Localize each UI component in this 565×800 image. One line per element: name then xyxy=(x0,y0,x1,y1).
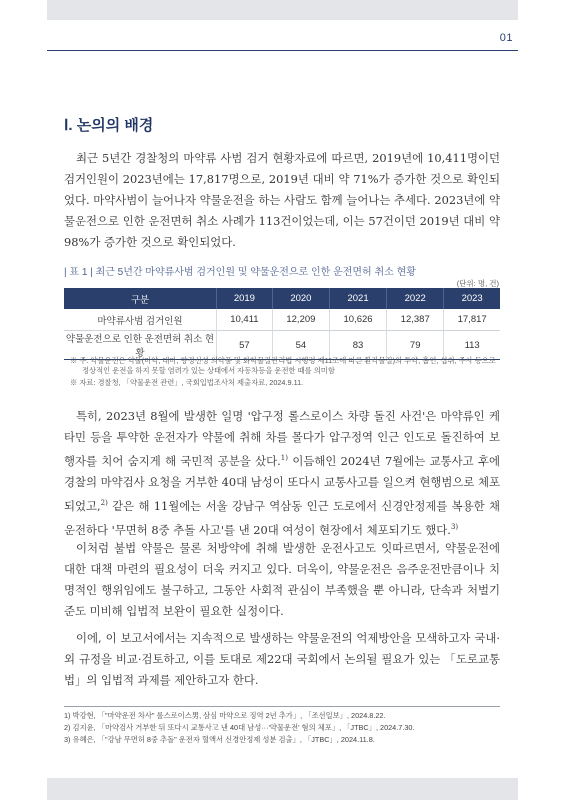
footnote-ref-1: 1) xyxy=(280,454,288,462)
footnote-ref-3: 3) xyxy=(450,522,459,531)
paragraph-1: 최근 5년간 경찰청의 마약류 사범 검거 현황자료에 따르면, 2019년에 10,411명이던 검거인원이 2023년에는 17,817명으로, 2019년 대비 약 71%가 증가한 것으로 확인되었다. 마약사범이 늘어나자 약물운전을 하는 사람도 함께 늘어나는 추세다. 2023년에 약물운전으로 인한 운전면허 취소 사례가 113건이었는데, 이는 57건이던 2019년 대비 약 98%가 증가한 것으로 확인되었다. xyxy=(64,151,500,249)
paragraph-2-part-1: 특히, 2023년 8월에 발생한 일명 '압구정 롤스로이스 차량 돌진 사건'은 마약류인 케타민 등을 투약한 운전자가 약물에 취해 차를 몰다가 압구정역 인근 인도로 돌진하여 보행자를 치어 숨지게 해 국민적 공분을 샀다. xyxy=(64,409,500,468)
table-cell: 54 xyxy=(272,331,329,360)
table-cell: 113 xyxy=(444,331,500,360)
header-cell: 2019 xyxy=(217,288,273,309)
header-band xyxy=(47,0,518,20)
table-caption: | 표 1 | 최근 5년간 마약류사범 검거인원 및 약물운전으로 인한 운전면허 취소 현황 xyxy=(64,267,416,278)
table-note: ※ 주: 약물운전은 약물(마약, 대마, 향정신성 의약품 및 화학물질관리법 시행령 제11조에 따른 환각물질)의 투약, 흡연, 섭취, 주사 등으로 xyxy=(70,356,496,365)
footnote-2: 2) 김지윤, 「마약검사 거부한 뒤 또다시 교통사고 낸 40대 남성···'약물운전' 혐의 체포」, 「JTBC」, 2024.7.30. xyxy=(64,723,415,732)
footnote-ref-2: 2) xyxy=(100,498,108,507)
paragraph-2 xyxy=(64,406,500,540)
table-cell: 57 xyxy=(217,331,273,360)
header-cell: 2022 xyxy=(387,288,444,309)
page-number: 01 xyxy=(499,32,513,44)
stats-table xyxy=(64,288,500,360)
table-cell: 79 xyxy=(387,331,444,360)
header-cell: 구분 xyxy=(64,288,217,309)
table-cell: 마약류사범 검거인원 xyxy=(64,309,217,331)
table-source: ※ 자료: 경찰청, 「약물운전 관련」, 국회입법조사처 제출자료, 2024.9.11. xyxy=(70,378,304,387)
header-cell: 2021 xyxy=(329,288,386,309)
table-header-row xyxy=(64,288,500,309)
table-cell: 17,817 xyxy=(444,309,500,331)
table-cell: 약물운전으로 인한 운전면허 취소 현황 xyxy=(64,331,217,360)
table-cell: 10,626 xyxy=(329,309,386,331)
footnote-rule xyxy=(64,706,500,707)
paragraph-2-part-2: 이듬해인 2024년 7월에는 교통사고 후에 경찰의 마약검사 요청을 거부한 40대 남성이 또다시 교통사고를 일으켜 현행범으로 체포되었고, xyxy=(64,453,500,513)
header-cell: 2020 xyxy=(272,288,329,309)
table-cell: 12,209 xyxy=(272,309,329,331)
header-rule xyxy=(47,50,518,51)
paragraph-4: 이에, 이 보고서에서는 지속적으로 발생하는 약물운전의 억제방안을 모색하고자 국내·외 규정을 비교·검토하고, 이를 토대로 제22대 국회에서 논의될 필요가 있는 「도로교통법」의 입법적 과제를 제안하고자 한다. xyxy=(64,631,500,687)
footnote-3: 3) 유혜은, 「"강남 무면허 8중 추돌" 운전자 혈액서 신경안정제 성분 검출」, 「JTBC」, 2024.11.8. xyxy=(64,735,375,744)
paragraph-2-part-3: 같은 해 11월에는 서울 강남구 역삼동 인근 도로에서 신경안정제를 복용한 채 운전하다 '무면허 8중 추돌 사고'를 낸 20대 여성이 현장에서 체포되기도 했다. xyxy=(64,498,500,537)
footer-band xyxy=(47,778,518,800)
table-unit: (단위: 명, 건) xyxy=(456,279,499,288)
table-cell: 83 xyxy=(329,331,386,360)
footnote-1: 1) 박강현, 「"마약운전 차사" 롤스로이스男, 삼심 마약으로 징역 2년 추가」, 「조선일보」, 2024.8.22. xyxy=(64,711,386,720)
table-cell: 10,411 xyxy=(217,309,273,331)
header-cell: 2023 xyxy=(444,288,500,309)
table-note-continued: 정상적인 운전을 하지 못할 염려가 있는 상태에서 자동차등을 운전한 때를 의미함 xyxy=(82,366,335,375)
table-cell: 12,387 xyxy=(387,309,444,331)
section-title: Ⅰ. 논의의 배경 xyxy=(64,117,154,134)
table-row xyxy=(64,309,500,331)
paragraph-3: 이처럼 불법 약물은 물론 처방약에 취해 발생한 운전사고도 잇따르면서, 약물운전에 대한 대책 마련의 필요성이 더욱 커지고 있다. 더욱이, 약물운전은 음주운전만큼이나 치명적인 행위임에도 불구하고, 그동안 사회적 관심이 부족했을 뿐 아니라, 단속과 처벌기준도 미비해 입법적 보완이 필요한 실정이다. xyxy=(64,541,500,618)
